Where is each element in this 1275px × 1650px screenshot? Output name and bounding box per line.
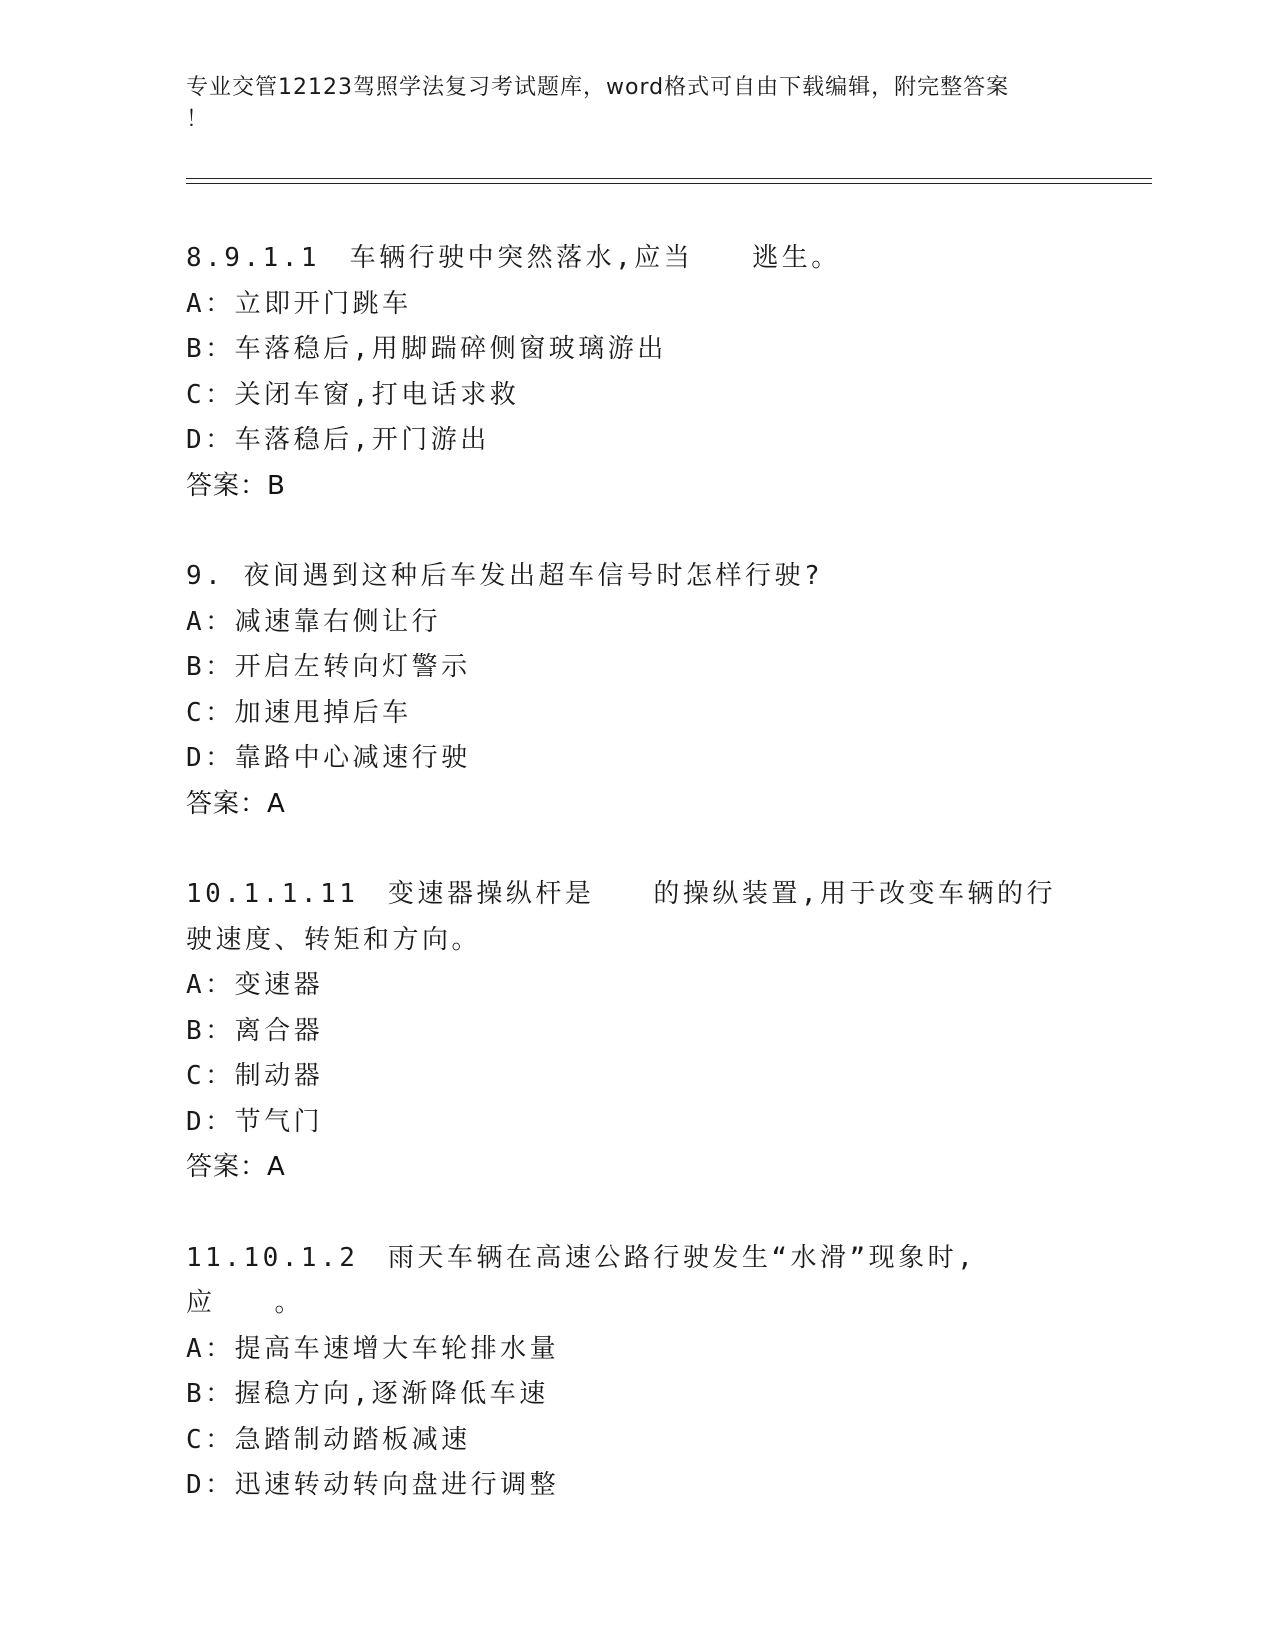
question-item [186,554,1086,827]
question-list [186,236,1086,1554]
option-b: B：车落稳后,用脚踹碎侧窗玻璃游出 [186,334,667,364]
option-b: B：开启左转向灯警示 [186,652,471,682]
option-c: C：加速甩掉后车 [186,697,412,728]
option-d: D：车落稳后,开门游出 [186,425,490,455]
question-item [186,236,1086,509]
header-title: 专业交管12123驾照学法复习考试题库，word格式可自由下载编辑，附完整答案 [186,75,1010,100]
header-divider-top [186,178,1152,179]
option-c: C：制动器 [186,1061,324,1091]
question-item [186,1236,1086,1509]
answer-label: 答案：A [186,788,286,819]
option-b: B：离合器 [186,1015,324,1046]
option-c: C：急踏制动踏板减速 [186,1424,471,1455]
question-stem: 8.9.1.1 车辆行驶中突然落水,应当 逃生。 [186,243,841,273]
answer-label: 答案：B [186,470,286,501]
answer-label: 答案：A [186,1152,286,1182]
document-header [186,72,1066,136]
question-stem: 10.1.1.11 变速器操纵杆是 的操纵装置,用于改变车辆的行驶速度、转矩和方向。 [186,879,1057,955]
question-item [186,872,1086,1191]
option-d: D：迅速转动转向盘进行调整 [186,1470,560,1500]
option-d: D：靠路中心减速行驶 [186,743,471,773]
option-a: A：立即开门跳车 [186,288,412,319]
option-b: B：握稳方向,逐渐降低车速 [186,1379,549,1409]
header-divider-bottom [186,183,1152,184]
option-d: D：节气门 [186,1106,324,1137]
option-c: C：关闭车窗,打电话求救 [186,379,520,410]
question-stem: 11.10.1.2 雨天车辆在高速公路行驶发生“水滑”现象时,应 。 [186,1242,977,1318]
question-stem: 9. 夜间遇到这种后车发出超车信号时怎样行驶? [186,561,824,591]
option-a: A：减速靠右侧让行 [186,606,442,637]
option-a: A：变速器 [186,970,324,1000]
header-title-continuation: ！ [186,107,210,132]
option-a: A：提高车速增大车轮排水量 [186,1333,560,1364]
